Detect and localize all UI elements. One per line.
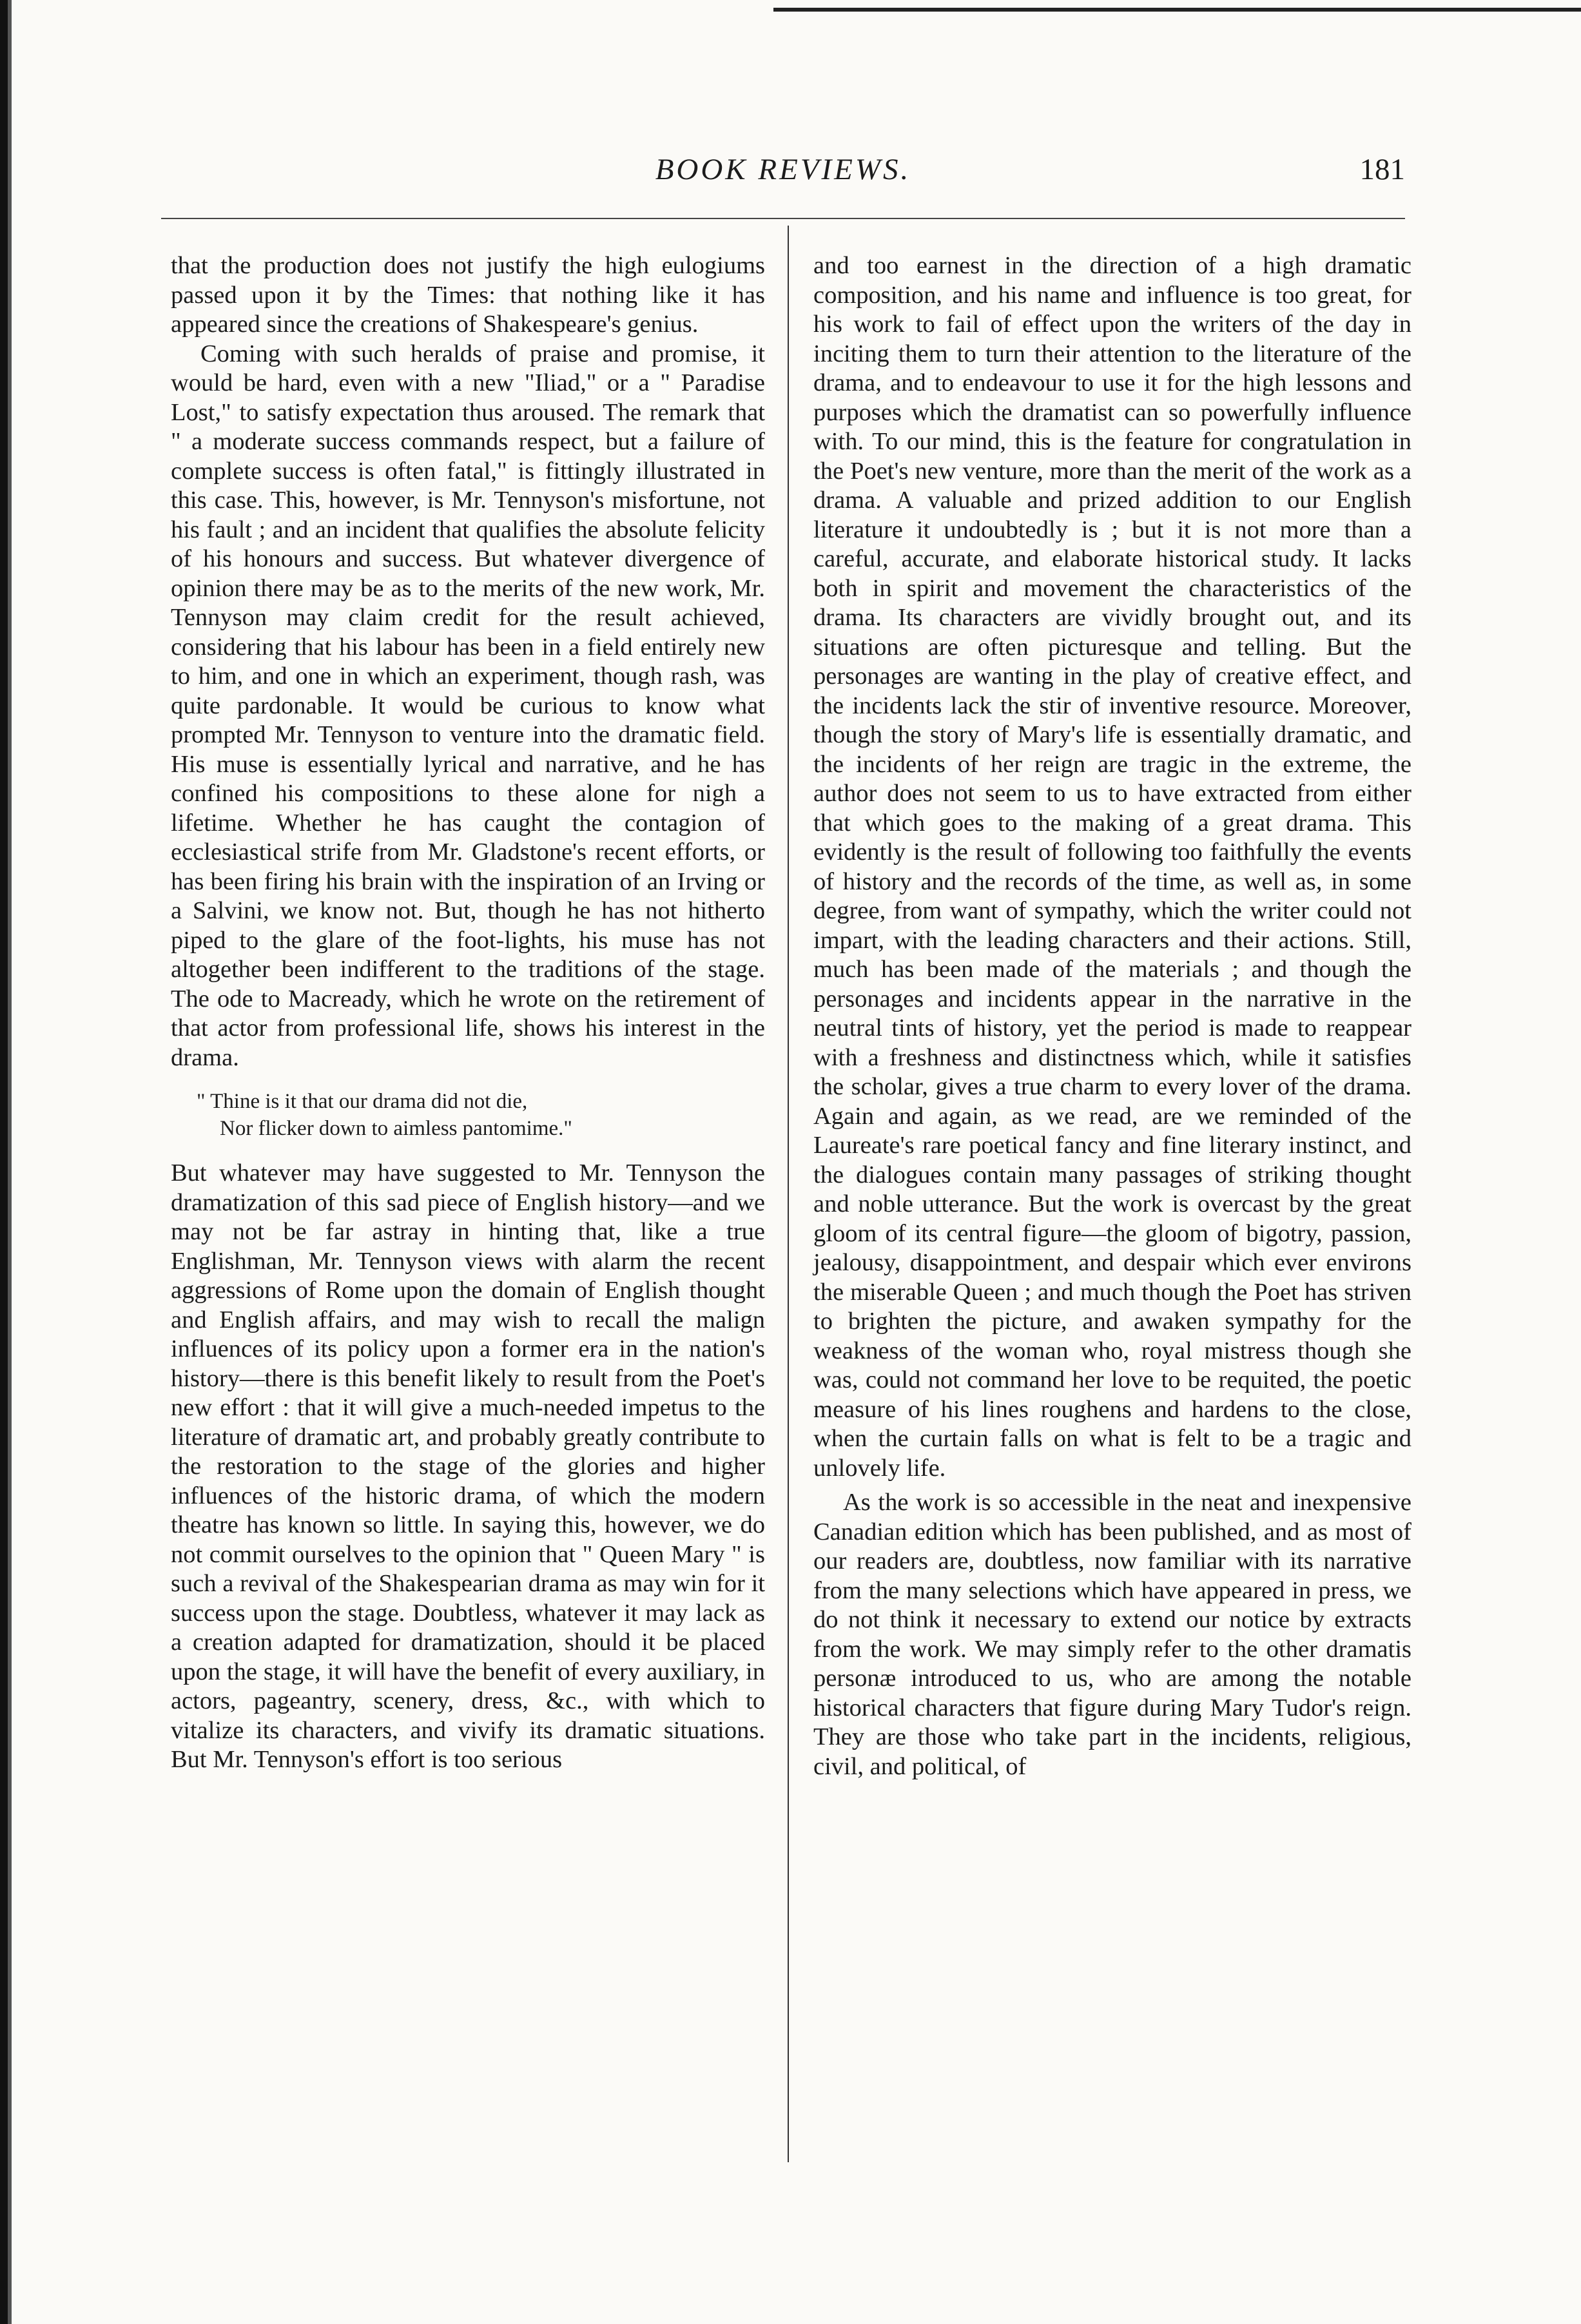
right-column bbox=[813, 251, 1411, 2153]
paragraph: But whatever may have suggested to Mr. Tennyson the dramatization of this sad piece of English history—and we may not be far astray in hinting that, like a true Englishman, Mr. Tennyson views with alarm the recent aggressions of Rome upon the domain of English thought and English affairs, and may wish to recall the malign influences of its policy upon a former era in the nation's history—there is this benefit likely to result from the Poet's new effort : that it will give a much-needed impetus to the literature of dramatic art, and probably greatly contribute to the restoration to the stage of the glories and higher influences of the historic drama, of which the modern theatre has known so little. In saying this, however, we do not commit ourselves to the opinion that " Queen Mary " is such a revival of the Shakespearian drama as may win for it success upon the stage. Doubtless, whatever it may lack as a creation adapted for dramatization, should it be placed upon the stage, it will have the benefit of every auxiliary, in actors, pageantry, scenery, dress, &c., with which to vitalize its characters, and vivify its dramatic situations. But Mr. Tennyson's effort is too serious bbox=[171, 1159, 765, 1773]
paragraph: As the work is so accessible in the neat and inexpensive Canadian edition which has been published, and as most of our readers are, doubtless, now familiar with its narrative from the many selections which have appeared in press, we do not think it necessary to extend our notice by extracts from the work. We may simply refer to the other dramatis personæ introduced to us, who are among the notable historical characters that figure during Mary Tudor's reign. They are those who take part in the incidents, religious, civil, and political, of bbox=[813, 1489, 1411, 1780]
top-edge-rule bbox=[773, 8, 1581, 12]
running-head: BOOK REVIEWS. bbox=[655, 153, 911, 186]
header-rule bbox=[161, 218, 1405, 219]
paragraph: and too earnest in the direction of a high dramatic composition, and his name and influence is too great, for his work to fail of effect upon the writers of the day in inciting them to turn their attention to the literature of the drama, and to endeavour to use it for the high lessons and purposes which the dramatist can so powerfully influence with. To our mind, this is the feature for congratulation in the Poet's new venture, more than the merit of the work as a drama. A valuable and prized addition to our English literature it undoubtedly is ; but it is not more than a careful, accurate, and elaborate historical study. It lacks both in spirit and movement the characteristics of the drama. Its characters are vividly brought out, and its situations are often picturesque and telling. But the personages are wanting in the play of creative effect, and the incidents lack the stir of inventive resource. Moreover, though the story of Mary's life is essentially dramatic, and the incidents of her reign are tragic in the extreme, the author does not seem to us to have extracted from either that which goes to the making of a great drama. This evidently is the result of following too faithfully the events of history and the records of the time, as well as, in some degree, from want of sympathy, which the writer could not impart, with the leading characters and their actions. Still, much has been made of the materials ; and though the personages and incidents appear in the narrative in the neutral tints of history, yet the period is made to reappear with a freshness and distinctness which, while it satisfies the scholar, gives a true charm to every lover of the drama. Again and again, as we read, are we reminded of the Laureate's rare poetical fancy and fine literary instinct, and the dialogues contain many passages of striking thought and noble utterance. But the work is overcast by the great gloom of its central figure—the gloom of bigotry, passion, jealousy, disappointment, and despair which ever environs the miserable Queen ; and much though the Poet has striven to brighten the picture, and awaken sympathy for the weakness of the woman who, royal mistress though she was, could not command her love to be requited, the poetic measure of his lines roughens and hardens to the close, when the curtain falls on what is felt to be a tragic and unlovely life. bbox=[813, 252, 1411, 1482]
verse-line: " Thine is it that our drama did not die, bbox=[197, 1090, 528, 1113]
book-spine-edge bbox=[0, 0, 17, 2324]
verse-line: Nor flicker down to aimless pantomime." bbox=[220, 1117, 572, 1140]
paragraph: that the production does not justify the high eulogiums passed upon it by the Times: that nothing like it has appeared since the creations of Shakespeare's genius. bbox=[171, 252, 765, 338]
left-column bbox=[171, 251, 765, 2153]
paragraph: Coming with such heralds of praise and promise, it would be hard, even with a new "Iliad," or a " Paradise Lost," to satisfy expectation thus aroused. The remark that " a moderate success commands respect, but a failure of complete success is often fatal," is fittingly illustrated in this case. This, however, is Mr. Tennyson's misfortune, not his fault ; and an incident that qualifies the absolute felicity of his honours and success. But whatever divergence of opinion there may be as to the merits of the new work, Mr. Tennyson may claim credit for the result achieved, considering that his labour has been in a field entirely new to him, and one in which an experiment, though rash, was quite pardonable. It would be curious to know what prompted Mr. Tennyson to venture into the dramatic field. His muse is essentially lyrical and narrative, and he has confined his compositions to these alone for nigh a lifetime. Whether he has caught the contagion of ecclesiastical strife from Mr. Gladstone's recent efforts, or has been firing his brain with the inspiration of an Irving or a Salvini, we know not. But, though he has not hitherto piped to the glare of the foot-lights, his muse has not altogether been indifferent to the traditions of the stage. The ode to Macready, which he wrote on the retirement of that actor from professional life, shows his interest in the drama. bbox=[171, 340, 765, 1071]
column-divider bbox=[788, 226, 789, 2162]
verse-quote bbox=[197, 1088, 765, 1142]
page-number: 181 bbox=[1359, 153, 1405, 186]
page-header bbox=[161, 152, 1405, 210]
